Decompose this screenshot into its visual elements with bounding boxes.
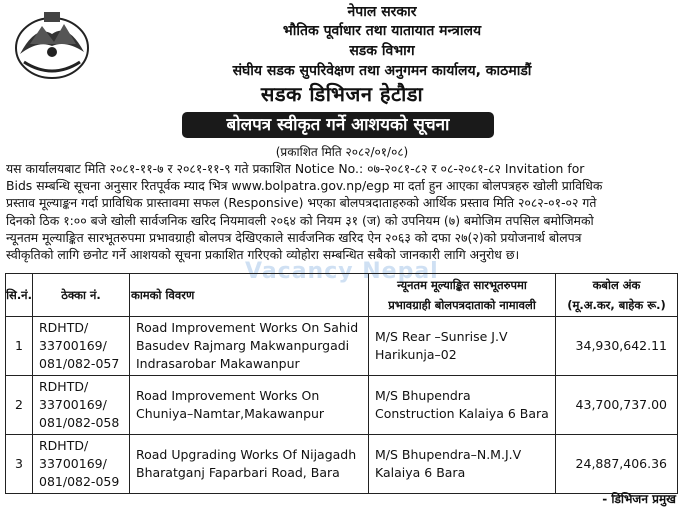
contract-line: 33700169/ <box>39 397 107 412</box>
body-line: Bids सम्बन्धि सूचना अनुसार रितपूर्वक म्याद भित्र www.bolpatra.gov.np/egp मा दर्ता हुन आएका बोलपत्रहरु खोली प्राविधिक <box>6 178 603 194</box>
col-header-sn: सि.नं. <box>6 274 33 317</box>
bidder-line: Harikunja–02 <box>375 347 457 362</box>
cell-bidder <box>369 317 556 376</box>
cell-amount: 34,930,642.11 <box>556 317 678 376</box>
cell-contract <box>33 435 130 494</box>
watermark: Vacancy Nepal <box>245 259 439 284</box>
cell-sn: 2 <box>6 376 33 435</box>
bidder-line: Construction Kalaiya 6 Bara <box>375 406 549 421</box>
department-name: सडक विभाग <box>349 43 415 59</box>
work-line: Basudev Rajmarg Makwanpurgadi <box>136 338 350 353</box>
bidder-header-line: न्यूनतम मूल्याङ्कित सारभूतरुपमा <box>397 278 527 292</box>
signatory: - डिभिजन प्रमुख <box>602 492 676 506</box>
cell-sn: 1 <box>6 317 33 376</box>
cell-amount: 43,700,737.00 <box>556 376 678 435</box>
bidder-table <box>5 273 678 494</box>
bidder-line: M/S Bhupendra–N.M.J.V <box>375 447 522 462</box>
work-line: Road Upgrading Works Of Nijagadh <box>136 447 357 462</box>
cell-amount: 24,887,406.36 <box>556 435 678 494</box>
body-line: यस कार्यालयबाट मिति २०८१-११-७ र २०८१-११-९ गते प्रकाशित Notice No.: ०७-२०८१-८२ र ०८-२०८१-८२ Invitation for <box>6 161 585 176</box>
contract-line: RDHTD/ <box>39 320 89 335</box>
notice-title: बोलपत्र स्वीकृत गर्ने आशयको सूचना <box>182 112 494 138</box>
cell-work <box>130 435 369 494</box>
contract-line: 33700169/ <box>39 338 107 353</box>
work-line: Road Improvement Works On <box>136 388 320 403</box>
contract-line: 081/082-059 <box>39 474 120 489</box>
cell-contract <box>33 376 130 435</box>
office-name: संघीय सडक सुपरिवेक्षण तथा अनुगमन कार्यालय, काठमाडौं <box>232 63 532 79</box>
table-row <box>6 435 678 494</box>
bidder-header-line: प्रभावग्राही बोलपत्रदाताको नामावली <box>388 298 536 312</box>
work-line: Chuniya–Namtar,Makawanpur <box>136 406 325 421</box>
work-line: Indrasarobar Makawanpur <box>136 356 300 371</box>
cell-contract <box>33 317 130 376</box>
table-row <box>6 317 678 376</box>
body-line: स्वीकृतिको लागि छनोट गर्ने आशयको सूचना प्रकाशित गरिएको व्योहोरा सम्बन्धित सबैको जानकारी लागि अनुरोध छ। <box>6 247 520 263</box>
body-line: प्रस्ताव मूल्याङ्कन गर्दा प्राविधिक प्रास्तावमा सफल (Responsive) भएका बोलपत्रदाताहरुको आर्थिक प्रस्ताव मिति २०८२-०१-०२ गते <box>6 195 597 211</box>
bidder-line: Kalaiya 6 Bara <box>375 465 466 480</box>
contract-line: RDHTD/ <box>39 438 89 453</box>
cell-sn: 3 <box>6 435 33 494</box>
publish-date: (प्रकाशित मिति २०८२/०१/०८) <box>275 145 409 159</box>
col-header-work: कामको विवरण <box>130 274 369 317</box>
contract-line: 081/082-058 <box>39 415 120 430</box>
bidder-line: M/S Bhupendra <box>375 388 471 403</box>
col-header-amount <box>556 274 678 317</box>
contract-line: RDHTD/ <box>39 379 89 394</box>
bidder-line: M/S Rear –Sunrise J.V <box>375 329 508 344</box>
contract-line: 081/082-057 <box>39 356 120 371</box>
table-row <box>6 376 678 435</box>
table-header-row <box>6 274 678 317</box>
body-line: न्यूनतम मूल्याङ्कित सारभूतरुपमा प्रभावग्राही बोलपत्र देखिएकाले सार्वजनिक खरिद ऐन २०६३ को दफा २७(२)को प्रयोजनार्थ बोलपत्र <box>6 229 582 245</box>
cell-bidder <box>369 376 556 435</box>
col-header-bidder <box>369 274 556 317</box>
division-name: सडक डिभिजन हेटौडा <box>260 82 424 106</box>
cell-work <box>130 376 369 435</box>
work-line: Bharatganj Faparbari Road, Bara <box>136 465 340 480</box>
cell-bidder <box>369 435 556 494</box>
contract-line: 33700169/ <box>39 456 107 471</box>
ministry-name: भौतिक पूर्वाधार तथा यातायात मन्त्रालय <box>282 23 482 39</box>
body-line: दिनको ठिक १:०० बजे खोली सार्वजनिक खरिद नियमावली २०६४ को नियम ३१ (ज) को उपनियम (७) बमोजिम तपसिल बमोजिमको <box>6 212 594 228</box>
amount-header-line: (मू.अ.कर, बाहेक रू.) <box>567 298 666 312</box>
government-name: नेपाल सरकार <box>347 4 417 20</box>
cell-work <box>130 317 369 376</box>
amount-header-line: कबोल अंक <box>592 278 641 292</box>
work-line: Road Improvement Works On Sahid <box>136 320 359 335</box>
notice-body <box>6 160 678 263</box>
col-header-contract: ठेक्का नं. <box>33 274 130 317</box>
